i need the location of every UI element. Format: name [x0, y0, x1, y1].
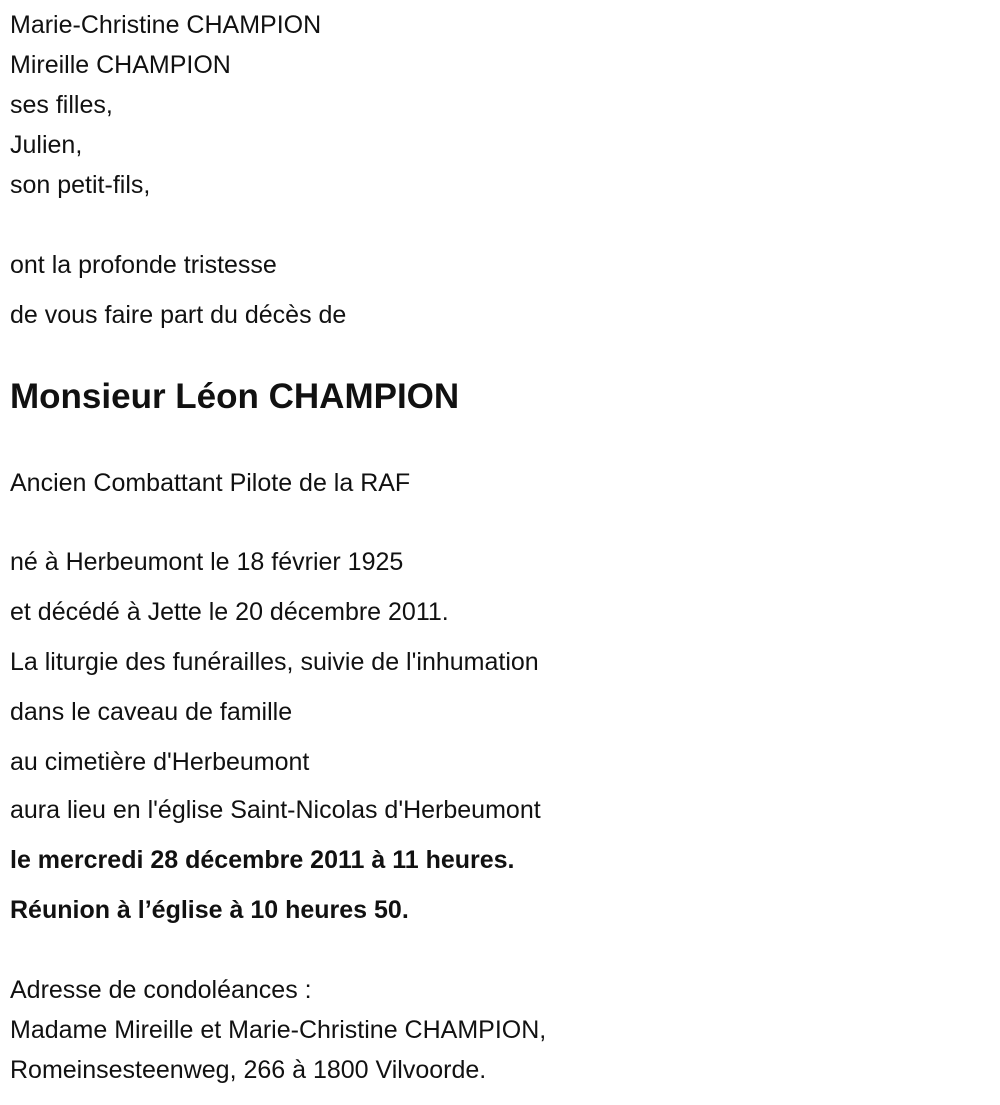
detail-line: et décédé à Jette le 20 décembre 2011.	[10, 598, 449, 626]
condolences-line: Madame Mireille et Marie-Christine CHAMPION,	[10, 1016, 547, 1044]
ceremony-line: Réunion à l’église à 10 heures 50.	[10, 896, 409, 924]
family-line: Mireille CHAMPION	[10, 51, 231, 79]
intro-line: de vous faire part du décès de	[10, 301, 347, 329]
family-line: ses filles,	[10, 91, 113, 119]
detail-line: né à Herbeumont le 18 février 1925	[10, 548, 404, 576]
detail-line: La liturgie des funérailles, suivie de l'inhumation	[10, 648, 539, 676]
detail-line: au cimetière d'Herbeumont	[10, 748, 310, 776]
condolences-line: Adresse de condoléances :	[10, 976, 312, 1004]
condolences-line: Romeinsesteenweg, 266 à 1800 Vilvoorde.	[10, 1056, 487, 1084]
deceased-title: Ancien Combattant Pilote de la RAF	[10, 469, 411, 497]
deceased-name: Monsieur Léon CHAMPION	[10, 377, 460, 416]
ceremony-line: le mercredi 28 décembre 2011 à 11 heures.	[10, 846, 515, 874]
family-line: Marie-Christine CHAMPION	[10, 11, 322, 39]
intro-line: ont la profonde tristesse	[10, 251, 277, 279]
detail-line: dans le caveau de famille	[10, 698, 293, 726]
family-line: son petit-fils,	[10, 171, 151, 199]
family-line: Julien,	[10, 131, 83, 159]
detail-line: aura lieu en l'église Saint-Nicolas d'Herbeumont	[10, 796, 541, 824]
